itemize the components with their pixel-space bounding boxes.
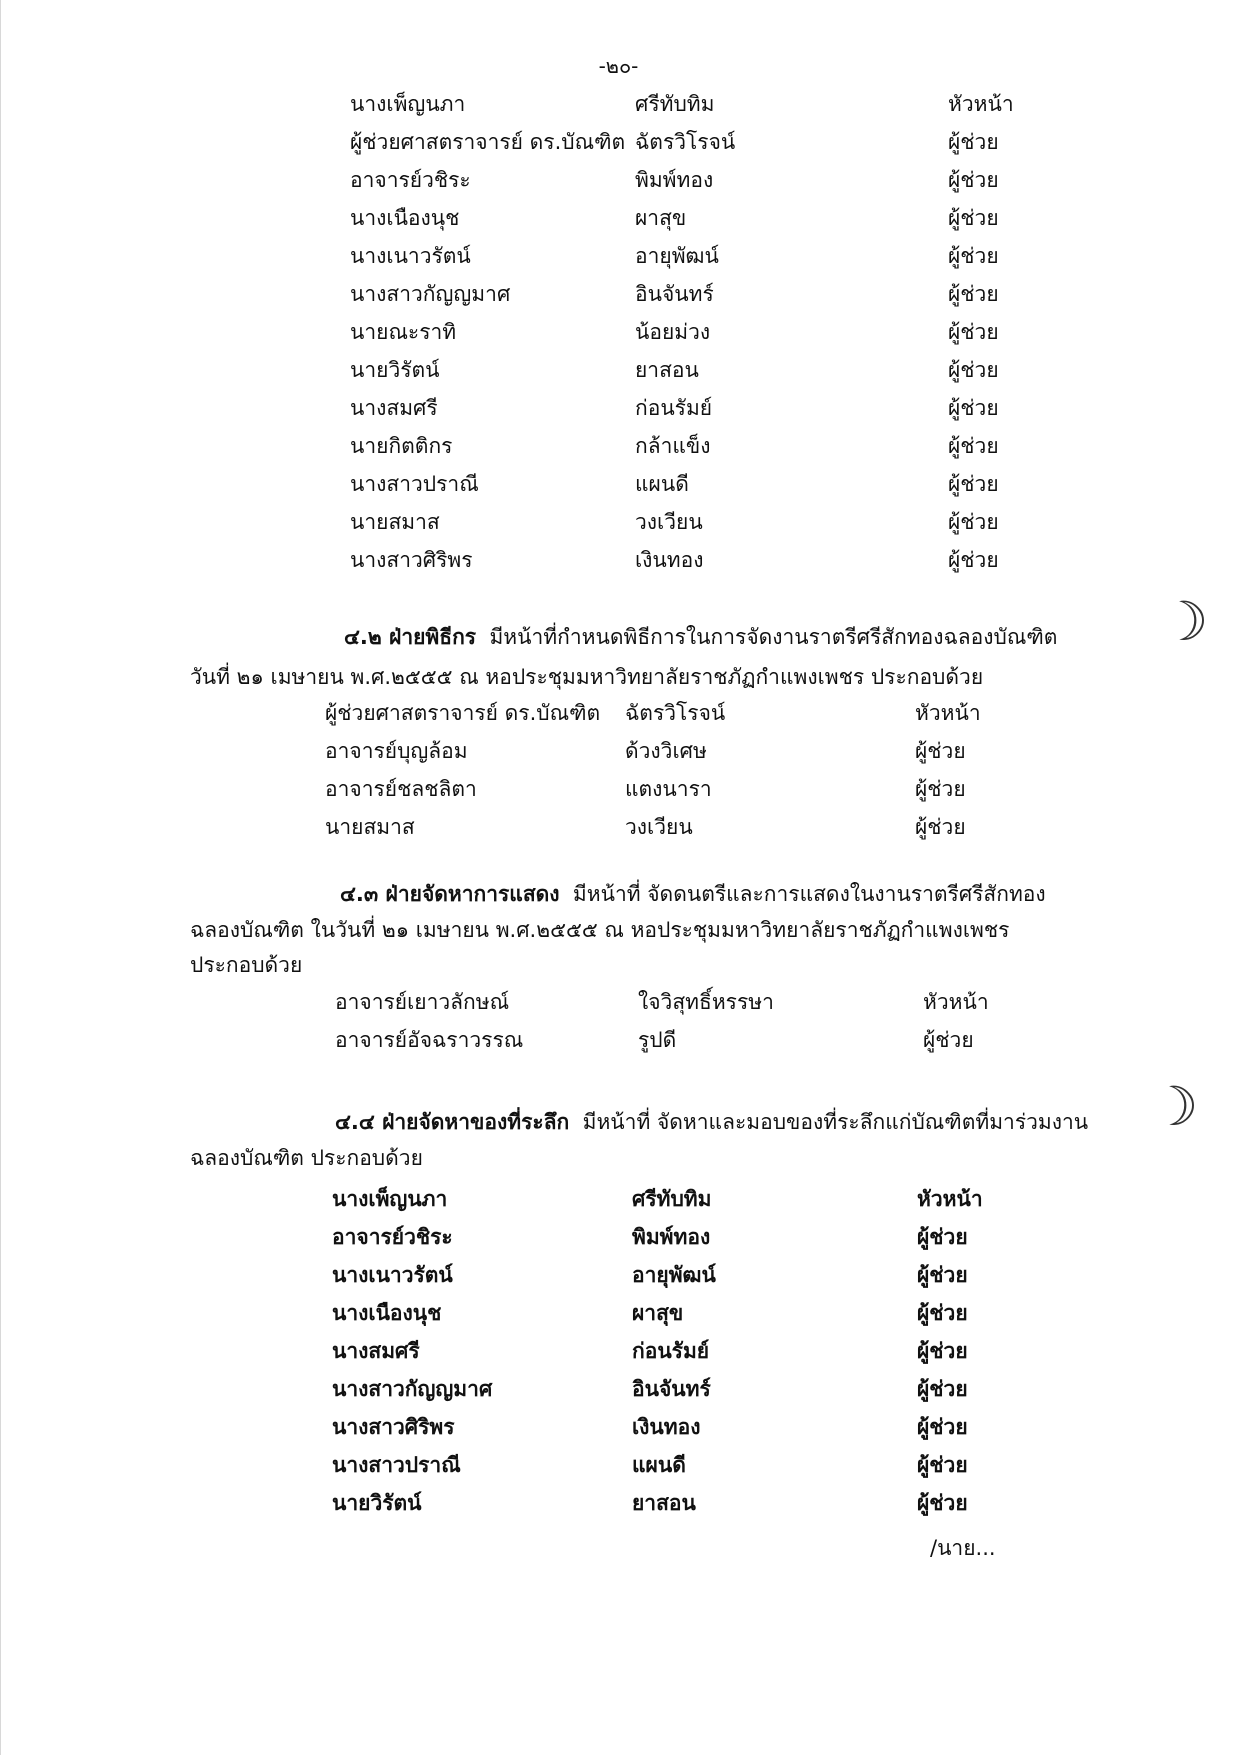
member-name: นายวิรัตน์ xyxy=(350,358,440,382)
member-role: ผู้ช่วย xyxy=(917,1377,968,1401)
section-4-2-line2: วันที่ ๒๑ เมษายน พ.ศ.๒๕๕๕ ณ หอประชุมมหาวิทยาลัยราชภัฏกำแพงเพชร ประกอบด้วย xyxy=(190,665,984,689)
member-name: อาจารย์อัจฉราวรรณ xyxy=(335,1028,524,1052)
member-surname: กล้าแข็ง xyxy=(635,434,711,458)
member-name: นางเนืองนุช xyxy=(332,1301,442,1325)
member-surname: ศรีทับทิม xyxy=(632,1187,712,1211)
member-role: หัวหน้า xyxy=(915,701,981,725)
member-role: ผู้ช่วย xyxy=(948,396,999,420)
member-surname: อายุพัฒน์ xyxy=(632,1263,716,1287)
member-row xyxy=(350,164,1070,202)
section-4-3-text-1: มีหน้าที่ จัดดนตรีและการแสดงในงานราตรีศรีสักทอง xyxy=(572,882,1046,906)
member-row xyxy=(350,240,1070,278)
member-name: อาจารย์วชิระ xyxy=(332,1225,453,1249)
member-row xyxy=(350,202,1070,240)
member-role: ผู้ช่วย xyxy=(915,815,966,839)
roster-4-3 xyxy=(335,986,1055,1062)
member-row xyxy=(350,126,1070,164)
member-surname: แผนดี xyxy=(635,472,689,496)
member-row xyxy=(350,506,1070,544)
member-row xyxy=(332,1335,1052,1373)
member-surname: รูปดี xyxy=(638,1028,677,1052)
member-name: นางสาวปราณี xyxy=(332,1453,461,1477)
member-role: หัวหน้า xyxy=(917,1187,983,1211)
punch-hole-mark: ☽ xyxy=(1160,590,1209,653)
member-role: ผู้ช่วย xyxy=(917,1263,968,1287)
member-surname: อินจันทร์ xyxy=(632,1377,711,1401)
member-name: นางเนาวรัตน์ xyxy=(350,244,471,268)
member-row xyxy=(350,392,1070,430)
member-name: นางสาวศิริพร xyxy=(332,1415,455,1439)
member-surname: แผนดี xyxy=(632,1453,686,1477)
member-surname: ผาสุข xyxy=(635,206,687,230)
member-row xyxy=(335,986,1055,1024)
roster-4-2 xyxy=(325,697,1045,849)
member-name: อาจารย์ชลชลิตา xyxy=(325,777,477,801)
section-4-4-line1 xyxy=(335,1105,1088,1139)
member-row xyxy=(350,430,1070,468)
member-surname: พิมพ์ทอง xyxy=(632,1225,711,1249)
page-edge-line xyxy=(0,0,1,1755)
member-row xyxy=(350,354,1070,392)
member-name: นายณะราทิ xyxy=(350,320,457,344)
member-role: ผู้ช่วย xyxy=(917,1453,968,1477)
member-row xyxy=(332,1297,1052,1335)
member-role: ผู้ช่วย xyxy=(917,1415,968,1439)
member-role: ผู้ช่วย xyxy=(915,739,966,763)
member-name: ผู้ช่วยศาสตราจารย์ ดร.บัณฑิต xyxy=(350,130,626,154)
member-name: นางสาวศิริพร xyxy=(350,548,473,572)
member-name: นายวิรัตน์ xyxy=(332,1491,422,1515)
member-role: ผู้ช่วย xyxy=(948,206,999,230)
member-row xyxy=(332,1183,1052,1221)
member-role: ผู้ช่วย xyxy=(948,358,999,382)
member-role: ผู้ช่วย xyxy=(915,777,966,801)
member-surname: แตงนารา xyxy=(625,777,712,801)
member-surname: ด้วงวิเศษ xyxy=(625,739,707,763)
member-surname: วงเวียน xyxy=(635,510,703,534)
member-row xyxy=(350,468,1070,506)
member-surname: ใจวิสุทธิ์หรรษา xyxy=(638,990,774,1014)
member-row xyxy=(335,1024,1055,1062)
section-4-2-text-1: มีหน้าที่กำหนดพิธีการในการจัดงานราตรีศรีสักทองฉลองบัณฑิต xyxy=(489,625,1058,649)
member-role: ผู้ช่วย xyxy=(917,1339,968,1363)
member-surname: ยาสอน xyxy=(635,358,699,382)
member-name: นางสาวกัญญมาศ xyxy=(332,1377,493,1401)
member-role: ผู้ช่วย xyxy=(948,548,999,572)
member-row xyxy=(350,88,1070,126)
member-row xyxy=(332,1487,1052,1525)
member-role: ผู้ช่วย xyxy=(923,1028,974,1052)
member-name: นางเนาวรัตน์ xyxy=(332,1263,453,1287)
member-row xyxy=(325,735,1045,773)
roster-top xyxy=(350,88,1070,582)
section-4-4-heading: ๔.๔ ฝ่ายจัดหาของที่ระลึก xyxy=(335,1110,570,1134)
page-number: -๒๐- xyxy=(598,54,639,78)
member-role: ผู้ช่วย xyxy=(948,168,999,192)
member-surname: เงินทอง xyxy=(632,1415,701,1439)
member-role: หัวหน้า xyxy=(948,92,1014,116)
member-name: นางเพ็ญนภา xyxy=(332,1187,448,1211)
member-row xyxy=(332,1259,1052,1297)
member-role: ผู้ช่วย xyxy=(948,282,999,306)
member-surname: เงินทอง xyxy=(635,548,704,572)
member-surname: ผาสุข xyxy=(632,1301,684,1325)
member-surname: ฉัตรวิโรจน์ xyxy=(635,130,736,154)
member-name: นายกิตติกร xyxy=(350,434,453,458)
member-surname: ฉัตรวิโรจน์ xyxy=(625,701,726,725)
section-4-3-heading: ๔.๓ ฝ่ายจัดหาการแสดง xyxy=(340,882,560,906)
member-role: ผู้ช่วย xyxy=(917,1491,968,1515)
member-role: ผู้ช่วย xyxy=(917,1225,968,1249)
member-role: ผู้ช่วย xyxy=(948,510,999,534)
member-name: นายสมาส xyxy=(350,510,440,534)
continuation-note: /นาย... xyxy=(930,1536,996,1560)
member-surname: อินจันทร์ xyxy=(635,282,714,306)
member-row xyxy=(325,773,1045,811)
section-4-2-heading: ๔.๒ ฝ่ายพิธีกร xyxy=(344,625,477,649)
section-4-3-line3: ประกอบด้วย xyxy=(190,953,303,977)
section-4-3-line1 xyxy=(340,877,1046,911)
member-name: อาจารย์บุญล้อม xyxy=(325,739,468,763)
member-name: นายสมาส xyxy=(325,815,415,839)
member-name: นางสาวกัญญมาศ xyxy=(350,282,511,306)
member-name: นางสมศรี xyxy=(350,396,438,420)
section-4-3-line2: ฉลองบัณฑิต ในวันที่ ๒๑ เมษายน พ.ศ.๒๕๕๕ ณ หอประชุมมหาวิทยาลัยราชภัฏกำแพงเพชร xyxy=(190,918,1010,942)
member-surname: อายุพัฒน์ xyxy=(635,244,719,268)
member-row xyxy=(332,1373,1052,1411)
member-name: อาจารย์วชิระ xyxy=(350,168,471,192)
member-surname: วงเวียน xyxy=(625,815,693,839)
member-surname: ยาสอน xyxy=(632,1491,696,1515)
member-row xyxy=(332,1411,1052,1449)
member-row xyxy=(332,1449,1052,1487)
member-row xyxy=(350,544,1070,582)
member-surname: น้อยม่วง xyxy=(635,320,711,344)
member-row xyxy=(325,811,1045,849)
member-role: หัวหน้า xyxy=(923,990,989,1014)
member-role: ผู้ช่วย xyxy=(948,244,999,268)
member-role: ผู้ช่วย xyxy=(948,434,999,458)
roster-4-4 xyxy=(332,1183,1052,1525)
member-name: อาจารย์เยาวลักษณ์ xyxy=(335,990,510,1014)
punch-hole-mark: ☽ xyxy=(1150,1075,1199,1138)
member-surname: ก่อนรัมย์ xyxy=(635,396,713,420)
member-name: นางเนืองนุช xyxy=(350,206,460,230)
section-4-4-line2: ฉลองบัณฑิต ประกอบด้วย xyxy=(190,1146,423,1170)
section-4-4-text-1: มีหน้าที่ จัดหาและมอบของที่ระลึกแก่บัณฑิตที่มาร่วมงาน xyxy=(582,1110,1089,1134)
member-role: ผู้ช่วย xyxy=(948,130,999,154)
member-row xyxy=(350,316,1070,354)
member-name: นางสาวปราณี xyxy=(350,472,479,496)
member-name: นางสมศรี xyxy=(332,1339,420,1363)
member-row xyxy=(325,697,1045,735)
member-name: นางเพ็ญนภา xyxy=(350,92,466,116)
member-surname: ศรีทับทิม xyxy=(635,92,715,116)
member-surname: พิมพ์ทอง xyxy=(635,168,714,192)
member-role: ผู้ช่วย xyxy=(948,472,999,496)
member-name: ผู้ช่วยศาสตราจารย์ ดร.บัณฑิต xyxy=(325,701,601,725)
member-role: ผู้ช่วย xyxy=(948,320,999,344)
member-row xyxy=(332,1221,1052,1259)
member-role: ผู้ช่วย xyxy=(917,1301,968,1325)
member-row xyxy=(350,278,1070,316)
section-4-2-line1 xyxy=(344,620,1057,654)
member-surname: ก่อนรัมย์ xyxy=(632,1339,710,1363)
